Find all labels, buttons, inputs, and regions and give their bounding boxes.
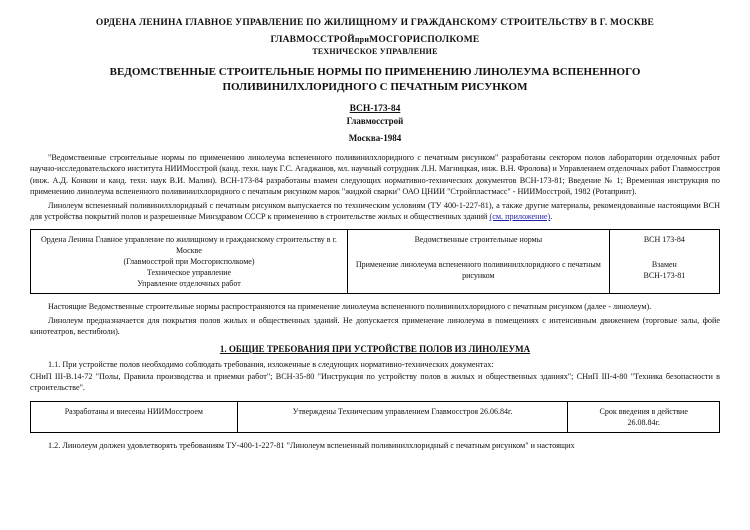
norms-code-value: ВСН 173-84 xyxy=(643,235,685,245)
table-row xyxy=(31,401,720,432)
publication-city-year: Москва-1984 xyxy=(348,133,402,143)
approval-table xyxy=(30,401,720,433)
scope-paragraph-2: Линолеум предназначается для покрытия полов жилых и общественных зданий. Не допускается применение линолеума в помещениях с интенсивным движением (торговые залы, фойе кинотеатров, вестибюли). xyxy=(30,315,720,337)
scope-paragraph-1: Настоящие Ведомственные строительные нормы распространяются на применение линолеума вспененного поливинилхлоридного с печатным рисунком (далее - линолеум). xyxy=(48,302,652,312)
department-header: ТЕХНИЧЕСКОЕ УПРАВЛЕНИЕ xyxy=(312,47,438,56)
norms-subject-label: Применение линолеума вспененного поливинилхлоридного с печатным рисунком xyxy=(355,260,601,281)
effective-date-cell xyxy=(568,401,720,432)
clause-1-2: 1.2. Линолеум должен удовлетворять требованиям ТУ-400-1-227-81 "Линолеум вспененный поливинилхлоридный с печатным рисунком" и настоящих xyxy=(48,440,575,450)
replaces-code: ВСН-173-81 xyxy=(643,271,686,281)
identification-table xyxy=(30,229,720,294)
effective-date-value: 26.08.84г. xyxy=(627,417,660,427)
norms-code-cell xyxy=(609,230,719,294)
issuing-body-cell xyxy=(31,230,348,294)
intro-paragraph-2-end: . xyxy=(550,212,553,222)
clause-1-1-references: СНиП III-В.14-72 "Полы, Правила производства и приемки работ"; ВСН-35-80 "Инструкция по устройству полов в жилых и общественных зданиях"; СНиП III-4-80 "Техника безопасности в строительстве". xyxy=(30,372,720,393)
norms-type-label: Ведомственные строительные нормы xyxy=(414,235,543,245)
table-row xyxy=(31,230,720,294)
section-1-title: 1. ОБЩИЕ ТРЕБОВАНИЯ ПРИ УСТРОЙСТВЕ ПОЛОВ ИЗ ЛИНОЛЕУМА xyxy=(219,343,531,354)
intro-paragraph-1: "Ведомственные строительные нормы по применению линолеума вспененного поливинилхлоридного с печатным рисунком" разработаны сектором полов лаборатории отделочных работ научно-исследовательского института НИИМосстрой (канд. техн. наук Г.С. Агаджанов, мл. научный сотрудник Л.Н. Магницкая, инж. В.Н. Фролова) и Управлением отделочных работ Главмосстроя (инж. А.Д. Конкин и канд. техн. наук В.И. Малин). ВСН-173-84 разработаны взамен следующих нормативно-технических документов ВСН-173-81; Введение № 1; Временная инструкция по применению линолеума вспененного поливинилхлоридного с печатным рисунком марок "жидкой сварки" ОАО ЦНИИ "Стройпластмасс" - НИИМосстрой, 1982 (Ротапринт). xyxy=(30,153,720,197)
issuing-body-line-4: Управление отделочных работ xyxy=(137,279,241,289)
issuing-body-line-3: Техническое управление xyxy=(146,268,232,278)
organization-name: ГЛАВМОССТРОЙ xyxy=(270,35,355,45)
page-title: ВЕДОМСТВЕННЫЕ СТРОИТЕЛЬНЫЕ НОРМЫ ПО ПРИМЕНЕНИЮ ЛИНОЛЕУМА ВСПЕНЕННОГО ПОЛИВИНИЛХЛОРИДНОГО С ПЕЧАТНЫМ РИСУНКОМ xyxy=(109,66,641,93)
appendix-link[interactable]: (см. приложение) xyxy=(489,212,551,222)
intro-paragraph-2-text: Линолеум вспененный поливинилхлоридный с печатным рисунком выпускается по техническим условиям (ТУ 400-1-227-81), а также другие материалы, рекомендованные настоящими ВСН для устройства покрытий полов и разрешенные Минздравом СССР к применению в строительстве жилых и общественных зданий xyxy=(30,200,720,222)
document-authority-header: ОРДЕНА ЛЕНИНА ГЛАВНОЕ УПРАВЛЕНИЕ ПО ЖИЛИЩНОМУ И ГРАЖДАНСКОМУ СТРОИТЕЛЬСТВУ В Г. МОСКВЕ xyxy=(95,18,655,28)
intro-paragraph-2 xyxy=(30,200,720,223)
organization-suffix: МОСГОРИСПОЛКОМЕ xyxy=(369,35,480,45)
approved-by-cell: Утверждены Техническим управлением Главмосстроя 26.06.84г. xyxy=(237,401,568,432)
issuing-body-line-1: Ордена Ленина Главное управление по жилищному и гражданскому строительству в г. Москве xyxy=(41,235,337,256)
issuing-body-line-2: (Главмосстрой при Мосгорисполкоме) xyxy=(123,257,255,267)
organization-preposition: при xyxy=(354,35,370,44)
document-code: ВСН-173-84 xyxy=(349,104,401,114)
clause-1-1: 1.1. При устройстве полов необходимо соблюдать требования, изложенные в следующих нормативно-технических документах: xyxy=(48,359,494,369)
document-organization-header xyxy=(30,35,720,45)
developed-by-cell: Разработаны и внесены НИИМосстроем xyxy=(31,401,238,432)
replaces-label: Взамен xyxy=(651,260,677,270)
publisher-name: Главмосстрой xyxy=(346,116,404,126)
effective-date-label: Срок введения в действие xyxy=(599,406,688,416)
norms-subject-cell xyxy=(347,230,609,294)
